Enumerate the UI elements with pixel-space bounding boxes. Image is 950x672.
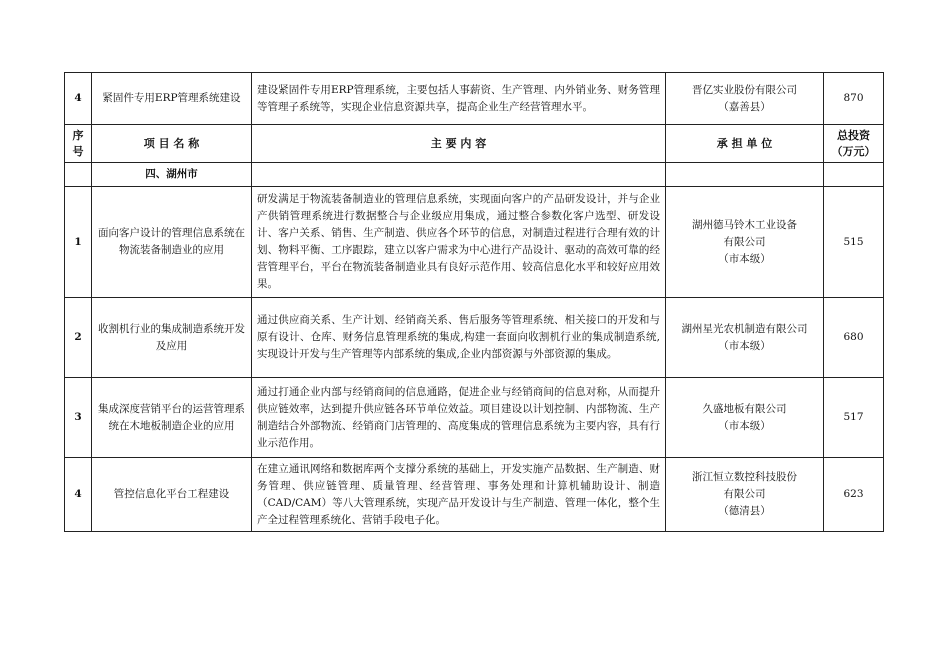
header-unit: 承 担 单 位 <box>666 125 824 163</box>
investment-amount: 870 <box>824 73 884 125</box>
project-content: 通过打通企业内部与经销商间的信息通路，促进企业与经销商间的信息对称，从而提升供应链效率，达到提升供应链各环节单位效益。项目建设以计划控制、内部物流、生产制造结合外部物流、经销商门店管理的、高度集成的管理信息系统为主要内容，具有行业示范作用。 <box>252 378 666 458</box>
header-amount: 总投资 （万元） <box>824 125 884 163</box>
responsible-unit: 湖州星光农机制造有限公司 （市本级） <box>666 298 824 378</box>
investment-amount: 623 <box>824 458 884 532</box>
responsible-unit: 久盛地板有限公司 （市本级） <box>666 378 824 458</box>
project-name: 紧固件专用ERP管理系统建设 <box>92 73 252 125</box>
project-name: 面向客户设计的管理信息系统在物流装备制造业的应用 <box>92 187 252 298</box>
header-content: 主 要 内 容 <box>252 125 666 163</box>
project-name: 收割机行业的集成制造系统开发及应用 <box>92 298 252 378</box>
row-seq: 2 <box>65 298 92 378</box>
responsible-unit: 浙江恒立数控科技股份 有限公司 （德清县） <box>666 458 824 532</box>
section-title: 四、湖州市 <box>92 163 252 187</box>
project-content: 研发满足于物流装备制造业的管理信息系统，实现面向客户的产品研发设计，并与企业产供销管理系统进行数据整合与企业级应用集成，通过整合参数化客户选型、研发设计、客户关系、销售、生产制造、供应各个环节的信息，对制造过程进行合理有效的计划、物料平衡、工序跟踪，建立以客户需求为中心进行产品设计、驱动的高效可靠的经营管理平台，平台在物流装备制造业具有良好示范作用、较高信息化水平和较好应用效果。 <box>252 187 666 298</box>
project-name: 管控信息化平台工程建设 <box>92 458 252 532</box>
table-row <box>65 187 884 298</box>
project-table <box>64 72 884 532</box>
project-content: 在建立通讯网络和数据库两个支撑分系统的基础上，开发实施产品数据、生产制造、财务管理、供应链管理、质量管理、经营管理、事务处理和计算机辅助设计、制造（CAD/CAM）等八大管理系统，实现产品开发设计与生产制造、管理一体化，整个生产全过程管理系统化、营销手段电子化。 <box>252 458 666 532</box>
table-row <box>65 298 884 378</box>
row-seq: 1 <box>65 187 92 298</box>
header-seq: 序号 <box>65 125 92 163</box>
table-row <box>65 458 884 532</box>
responsible-unit: 湖州德马铃木工业设备 有限公司 （市本级） <box>666 187 824 298</box>
header-name: 项 目 名 称 <box>92 125 252 163</box>
row-seq: 4 <box>65 73 92 125</box>
project-name: 集成深度营销平台的运营管理系统在木地板制造企业的应用 <box>92 378 252 458</box>
table-row <box>65 73 884 125</box>
investment-amount: 680 <box>824 298 884 378</box>
table-row <box>65 378 884 458</box>
project-content: 建设紧固件专用ERP管理系统，主要包括人事薪资、生产管理、内外销业务、财务管理等管理子系统等，实现企业信息资源共享，提高企业生产经营管理水平。 <box>252 73 666 125</box>
responsible-unit: 晋亿实业股份有限公司 （嘉善县） <box>666 73 824 125</box>
table-header-row <box>65 125 884 163</box>
project-content: 通过供应商关系、生产计划、经销商关系、售后服务等管理系统、相关接口的开发和与原有设计、仓库、财务信息管理系统的集成,构建一套面向收割机行业的集成制造系统,实现设计开发与生产管理等内部系统的集成,企业内部资源与外部资源的集成。 <box>252 298 666 378</box>
row-seq: 3 <box>65 378 92 458</box>
section-row <box>65 163 884 187</box>
investment-amount: 517 <box>824 378 884 458</box>
row-seq: 4 <box>65 458 92 532</box>
investment-amount: 515 <box>824 187 884 298</box>
